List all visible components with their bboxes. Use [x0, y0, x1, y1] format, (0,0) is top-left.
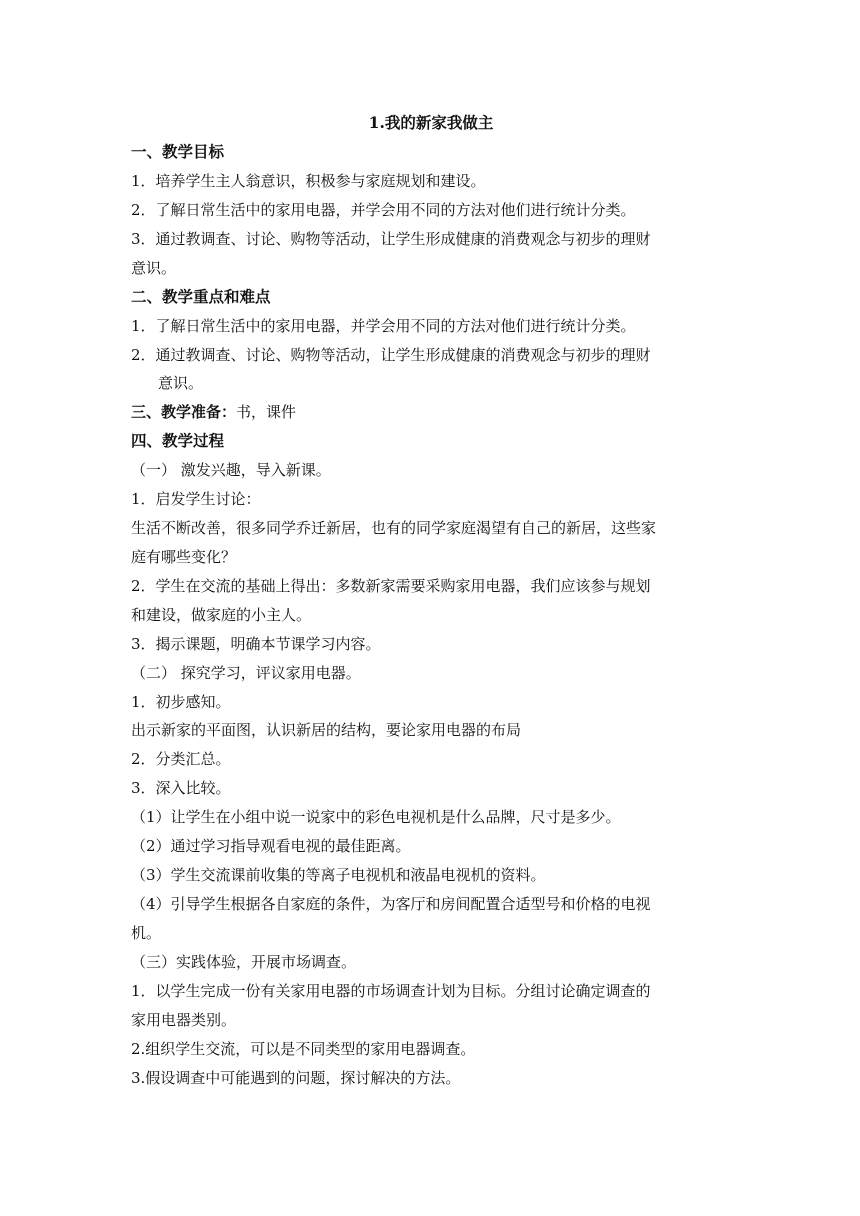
paragraph: （1）让学生在小组中说一说家中的彩色电视机是什么品牌，尺寸是多少。 [131, 808, 621, 826]
paragraph: 2.组织学生交流，可以是不同类型的家用电器调查。 [131, 1040, 476, 1058]
section-heading-process: 四、教学过程 [131, 431, 225, 450]
section-preparation [131, 402, 731, 422]
paragraph: 和建设，做家庭的小主人。 [131, 606, 312, 624]
paragraph: 生活不断改善，很多同学乔迁新居，也有的同学家庭渴望有自己的新居，这些家 [131, 519, 657, 537]
section-heading-goals: 一、教学目标 [131, 142, 225, 161]
paragraph: 意识。 [158, 374, 204, 392]
paragraph: 出示新家的平面图，认识新居的结构，要论家用电器的布局 [131, 721, 522, 739]
paragraph: 3.假设调查中可能遇到的问题，探讨解决的方法。 [131, 1069, 461, 1087]
paragraph: 1．以学生完成一份有关家用电器的市场调查计划为目标。分组讨论确定调查的 [131, 982, 651, 1000]
paragraph: （二） 探究学习，评议家用电器。 [131, 664, 361, 682]
paragraph: 2．分类汇总。 [131, 750, 231, 768]
document-title: 1.我的新家我做主 [368, 113, 494, 132]
paragraph: 1．培养学生主人翁意识，积极参与家庭规划和建设。 [131, 172, 486, 190]
paragraph: 1．初步感知。 [131, 693, 231, 711]
paragraph: 3．揭示课题，明确本节课学习内容。 [131, 635, 381, 653]
paragraph: 3．深入比较。 [131, 779, 231, 797]
paragraph: （4）引导学生根据各自家庭的条件，为客厅和房间配置合适型号和价格的电视 [131, 895, 651, 913]
preparation-content: 书，课件 [236, 403, 297, 421]
paragraph: 庭有哪些变化？ [131, 548, 237, 566]
paragraph: 2．通过教调查、讨论、购物等活动，让学生形成健康的消费观念与初步的理财 [131, 346, 651, 364]
paragraph: 机。 [131, 924, 162, 942]
section-heading-preparation: 三、教学准备： [131, 403, 237, 421]
paragraph: 意识。 [131, 259, 177, 277]
paragraph: （一） 激发兴趣，导入新课。 [131, 461, 331, 479]
paragraph: 3．通过教调查、讨论、购物等活动，让学生形成健康的消费观念与初步的理财 [131, 230, 651, 248]
section-heading-keypoints: 二、教学重点和难点 [131, 287, 271, 306]
paragraph: 1．启发学生讨论： [131, 490, 261, 508]
paragraph: 2．了解日常生活中的家用电器，并学会用不同的方法对他们进行统计分类。 [131, 201, 636, 219]
paragraph: 家用电器类别。 [131, 1011, 237, 1029]
paragraph: （三）实践体验，开展市场调查。 [131, 953, 357, 971]
paragraph: （2）通过学习指导观看电视的最佳距离。 [131, 837, 411, 855]
paragraph: 1．了解日常生活中的家用电器，并学会用不同的方法对他们进行统计分类。 [131, 317, 636, 335]
paragraph: （3）学生交流课前收集的等离子电视机和液晶电视机的资料。 [131, 866, 546, 884]
paragraph: 2．学生在交流的基础上得出：多数新家需要采购家用电器，我们应该参与规划 [131, 577, 651, 595]
